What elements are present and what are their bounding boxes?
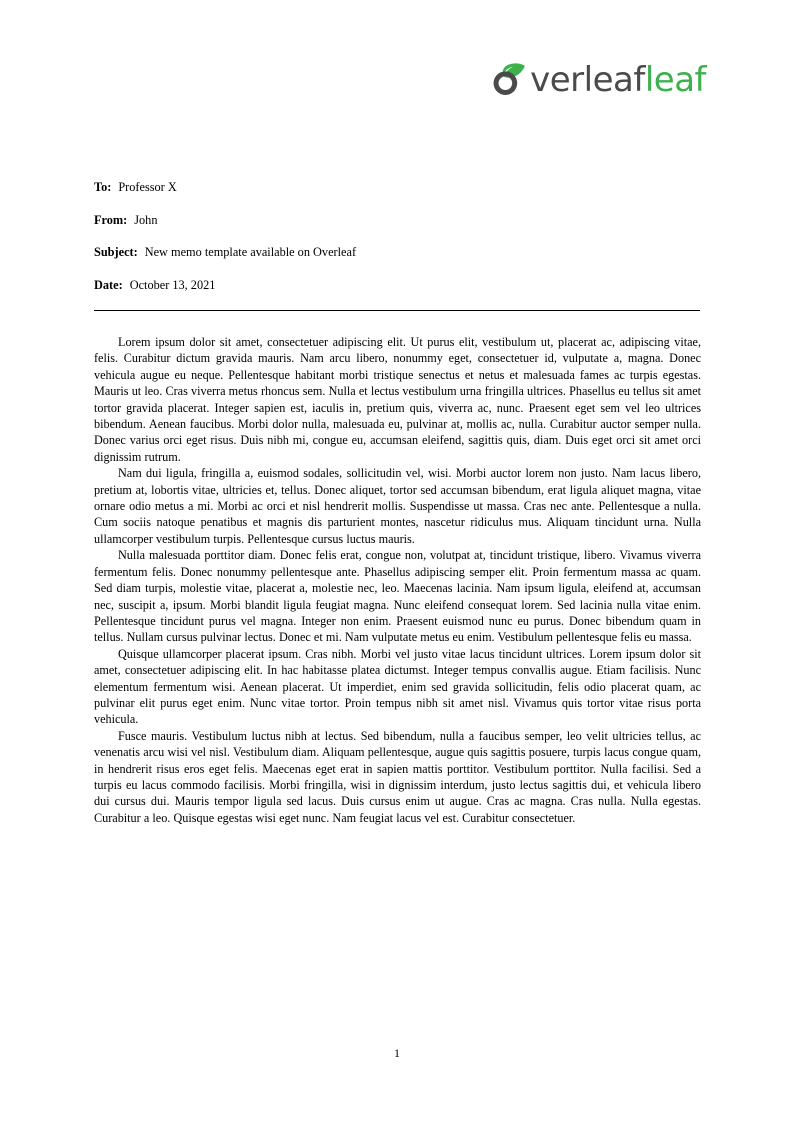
paragraph-3: Nulla malesuada porttitor diam. Donec felis erat, congue non, volutpat at, tincidunt tristique, libero. Vivamus viverra fermentum felis. Donec nonummy pellentesque ante. Phasellus adipiscing semper elit. Proin fermentum massa ac quam. Sed diam turpis, molestie vitae, placerat a, molestie nec, leo. Maecenas lacinia. Nam ipsum ligula, eleifend at, accumsan nec, suscipit a, ipsum. Morbi blandit ligula feugiat magna. Nunc eleifend consequat lorem. Sed lacinia nulla vitae enim. Pellentesque tincidunt purus vel magna. Integer non enim. Praesent euismod nunc eu purus. Donec bibendum quam in tellus. Nullam cursus pulvinar lectus. Donec et mi. Nam vulputate metus eu enim. Vestibulum pellentesque felis eu massa. bbox=[94, 548, 701, 645]
paragraph-4: Quisque ullamcorper placerat ipsum. Cras nibh. Morbi vel justo vitae lacus tincidunt ultrices. Lorem ipsum dolor sit amet, consectetuer adipiscing elit. In hac habitasse platea dictumst. Integer tempus convallis augue. Etiam facilisis. Nunc elementum fermentum wisi. Aenean placerat. Ut imperdiet, enim sed gravida sollicitudin, felis odio placerat quam, ac pulvinar elit purus eget enim. Nunc vitae tortor. Proin tempus nibh sit amet nisl. Vivamus quis tortor vitae risus porta vehicula. bbox=[94, 646, 701, 727]
label-to: To: bbox=[94, 180, 112, 194]
wordmark-green: leaf bbox=[644, 60, 706, 100]
header-divider bbox=[94, 310, 700, 311]
field-row-to bbox=[94, 180, 700, 195]
value-date: October 13, 2021 bbox=[129, 277, 216, 292]
paragraph-5: Fusce mauris. Vestibulum luctus nibh at lectus. Sed bibendum, nulla a faucibus semper, leo velit ultricies tellus, ac venenatis arcu wisi vel nisl. Vestibulum diam. Aliquam pellentesque, augue quis sagittis posuere, turpis lacus congue quam, in hendrerit risus eros eget felis. Maecenas eget erat in sapien mattis porttitor. Vestibulum porttitor. Nulla facilisi. Sed a turpis eu lacus commodo facilisis. Morbi fringilla, wisi in dignissim interdum, justo lectus sagittis dui, et vehicula libero dui cursus dui. Mauris tempor ligula sed lacus. Duis cursus enim ut augue. Cras ac magna. Cras nulla. Nulla egestas. Curabitur a leo. Quisque egestas wisi eget nunc. Nam feugiat lacus vel est. Curabitur consectetuer. bbox=[94, 728, 701, 825]
overleaf-leaf-o-icon bbox=[489, 60, 529, 100]
label-date: Date: bbox=[94, 277, 123, 292]
field-row-date bbox=[94, 278, 700, 293]
memo-header-fields bbox=[94, 180, 700, 310]
paragraph-2: Nam dui ligula, fringilla a, euismod sodales, sollicitudin vel, wisi. Morbi auctor lorem non justo. Nam lacus libero, pretium at, lobortis vitae, ultricies et, tellus. Donec aliquet, tortor sed accumsan bibendum, erat ligula aliquet magna, vitae ornare odio metus a mi. Morbi ac orci et nisl hendrerit mollis. Suspendisse ut massa. Cras nec ante. Pellentesque a nulla. Cum sociis natoque penatibus et magnis dis parturient montes, nascetur ridiculus mus. Aliquam tincidunt urna. Nulla ullamcorper vestibulum turpis. Pellentesque cursus luctus mauris. bbox=[94, 466, 701, 546]
label-subject: Subject: bbox=[94, 245, 138, 259]
value-from: John bbox=[134, 212, 158, 227]
overleaf-wordmark bbox=[530, 60, 706, 100]
paragraph-1: Lorem ipsum dolor sit amet, consectetuer adipiscing elit. Ut purus elit, vestibulum ut, placerat ac, adipiscing vitae, felis. Curabitur dictum gravida mauris. Nam arcu libero, nonummy eget, consectetuer id, vulputate a, magna. Donec vehicula augue eu neque. Pellentesque habitant morbi tristique senectus et netus et malesuada fames ac turpis egestas. Mauris ut leo. Cras viverra metus rhoncus sem. Nulla et lectus vestibulum urna fringilla ultrices. Phasellus eu tellus sit amet tortor gravida placerat. Integer sapien est, iaculis in, pretium quis, viverra ac, nunc. Praesent eget sem vel leo ultrices bibendum. Aenean faucibus. Morbi dolor nulla, malesuada eu, pulvinar at, mollis ac, nulla. Curabitur auctor semper nulla. Donec varius orci eget risus. Duis nibh mi, congue eu, accumsan eleifend, sagittis quis, diam. Duis eget orci sit amet orci dignissim rutrum. bbox=[94, 335, 701, 464]
wordmark-dark: verleaf bbox=[530, 60, 645, 100]
value-to: Professor X bbox=[118, 180, 177, 194]
value-subject: New memo template available on Overleaf bbox=[144, 245, 357, 259]
field-row-subject bbox=[94, 245, 700, 260]
label-from: From: bbox=[94, 212, 128, 227]
field-row-from bbox=[94, 213, 700, 228]
memo-body bbox=[94, 334, 701, 826]
overleaf-logo bbox=[489, 58, 706, 102]
page-number: 1 bbox=[394, 1046, 400, 1060]
